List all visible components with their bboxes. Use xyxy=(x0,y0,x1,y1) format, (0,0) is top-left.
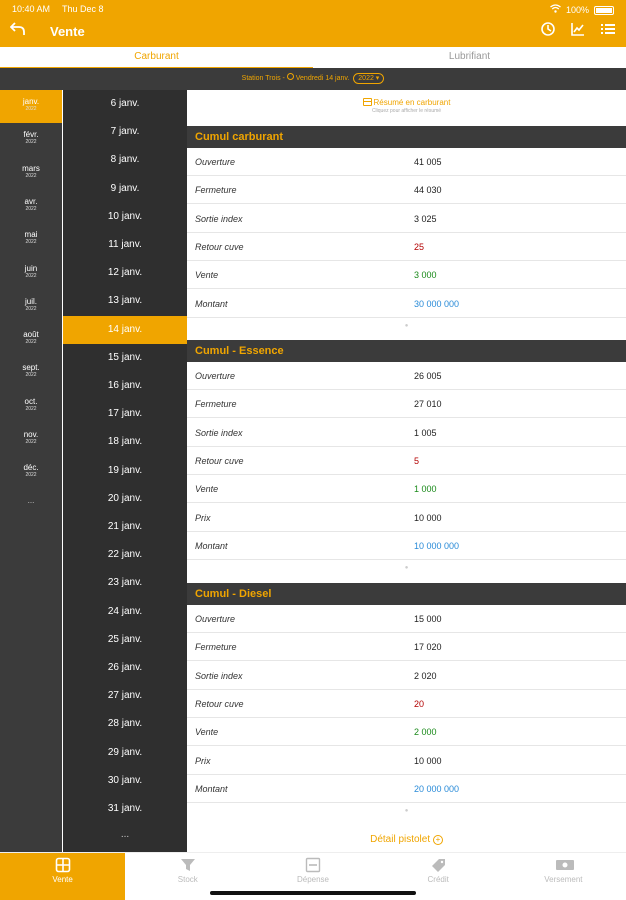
history-icon[interactable] xyxy=(540,21,558,41)
detail-pistolet-button[interactable] xyxy=(187,834,626,845)
data-row xyxy=(187,633,626,661)
month-year: 2022 xyxy=(25,472,37,479)
data-row xyxy=(187,605,626,633)
data-row xyxy=(187,233,626,261)
row-label: Prix xyxy=(195,512,211,523)
data-row xyxy=(187,690,626,718)
nav-bar xyxy=(0,18,626,46)
data-row xyxy=(187,362,626,390)
station-date: Vendredi 14 janv. xyxy=(295,75,350,82)
row-value: 44 030 xyxy=(414,185,442,196)
data-row xyxy=(187,475,626,503)
data-row xyxy=(187,261,626,289)
row-label: Ouverture xyxy=(195,157,236,167)
month-item[interactable] xyxy=(0,456,62,489)
day-item[interactable]: 11 janv. xyxy=(108,239,142,250)
app-header xyxy=(0,0,626,47)
day-item[interactable]: 26 janv. xyxy=(107,662,143,673)
day-item[interactable]: 13 janv. xyxy=(107,295,143,307)
day-item[interactable]: 24 janv. xyxy=(107,605,143,617)
money-icon xyxy=(555,857,571,873)
grid-icon xyxy=(55,857,71,873)
row-label: Retour cuve xyxy=(195,698,244,709)
row-value: 3 025 xyxy=(414,213,437,224)
section-header: Cumul - Essence xyxy=(187,340,626,362)
tab-carburant[interactable]: Carburant xyxy=(0,47,313,68)
row-label: Retour cuve xyxy=(195,241,244,252)
nav-actions xyxy=(540,21,618,41)
month-year: 2022 xyxy=(25,205,37,212)
wifi-icon xyxy=(550,4,561,16)
row-label: Montant xyxy=(195,783,228,794)
month-item[interactable] xyxy=(0,157,62,190)
row-value: 26 005 xyxy=(414,371,442,381)
row-label: Ouverture xyxy=(195,371,236,381)
station-name: Station Trois - xyxy=(241,75,287,82)
day-column xyxy=(63,90,187,852)
bottom-nav-label: Crédit xyxy=(427,875,449,884)
station-bar xyxy=(0,68,626,90)
row-label: Fermeture xyxy=(195,642,237,653)
row-value: 15 000 xyxy=(414,614,442,624)
month-label: mai xyxy=(24,230,38,240)
row-label: Sortie index xyxy=(195,213,243,224)
bottom-nav-label: Dépense xyxy=(296,875,330,884)
row-value: 3 000 xyxy=(414,270,437,281)
day-item[interactable]: 21 janv. xyxy=(107,521,143,532)
status-bar xyxy=(0,0,626,18)
list-icon[interactable] xyxy=(600,21,618,41)
day-item[interactable]: 15 janv. xyxy=(107,351,143,363)
row-label: Montant xyxy=(195,540,228,551)
month-year: 2022 xyxy=(25,372,37,379)
tab-lubrifiant[interactable]: Lubrifiant xyxy=(448,51,491,62)
month-label: nov. xyxy=(23,430,39,439)
funnel-icon xyxy=(180,857,196,873)
data-row xyxy=(187,290,626,318)
chart-icon[interactable] xyxy=(570,21,588,41)
month-year: 2022 xyxy=(25,405,37,412)
year-selector[interactable]: 2022 ▾ xyxy=(353,73,384,84)
day-item[interactable]: 14 janv. xyxy=(63,316,187,344)
month-year: 2022 xyxy=(25,339,37,346)
bottom-nav-label: Stock xyxy=(177,875,198,884)
data-row xyxy=(187,775,626,803)
home-indicator xyxy=(210,891,416,895)
plus-circle-icon: + xyxy=(433,835,443,845)
month-item[interactable] xyxy=(0,90,62,123)
month-item[interactable] xyxy=(0,356,62,389)
status-right xyxy=(550,4,614,16)
month-label: août xyxy=(23,330,39,340)
days-more[interactable]: ... xyxy=(120,829,130,841)
month-item[interactable] xyxy=(0,290,62,323)
month-year: 2022 xyxy=(25,106,37,112)
data-row xyxy=(187,718,626,746)
status-date: Thu Dec 8 xyxy=(62,4,104,14)
month-item[interactable] xyxy=(0,223,62,256)
day-item[interactable]: 28 janv. xyxy=(107,718,143,730)
month-year: 2022 xyxy=(25,305,37,312)
row-value: 10 000 xyxy=(414,512,442,523)
main-content xyxy=(187,90,626,852)
row-label: Vente xyxy=(195,727,219,738)
row-label: Sortie index xyxy=(195,427,243,438)
data-row xyxy=(187,390,626,418)
battery-percent: 100% xyxy=(565,5,589,15)
section-footer-dot: ● xyxy=(404,322,409,329)
bottom-nav-item-versement[interactable] xyxy=(501,853,626,900)
month-year: 2022 xyxy=(25,272,37,279)
summary-hint: Cliquez pour afficher le résumé xyxy=(371,108,442,114)
tag-icon xyxy=(430,857,446,873)
data-row xyxy=(187,419,626,447)
month-label: avr. xyxy=(24,196,38,206)
bottom-nav-label: Vente xyxy=(52,875,73,884)
day-item[interactable]: 31 janv. xyxy=(107,803,143,814)
data-row xyxy=(187,747,626,775)
row-value: 17 020 xyxy=(414,642,442,653)
row-label: Vente xyxy=(195,484,219,495)
month-item[interactable] xyxy=(0,123,62,156)
minus-box-icon xyxy=(305,857,321,873)
page-title: Vente xyxy=(50,24,85,39)
row-value: 30 000 000 xyxy=(414,298,460,309)
calendar-icon xyxy=(363,98,372,106)
row-value: 2 020 xyxy=(414,670,437,681)
day-item[interactable]: 10 janv. xyxy=(107,210,143,222)
data-row xyxy=(187,504,626,532)
day-item[interactable]: 23 janv. xyxy=(107,577,143,589)
month-item[interactable] xyxy=(0,390,62,423)
row-label: Montant xyxy=(195,298,228,309)
section-header: Cumul - Diesel xyxy=(187,583,626,605)
bottom-nav-item-vente[interactable] xyxy=(0,853,125,900)
row-value: 10 000 000 xyxy=(414,540,460,551)
month-item[interactable] xyxy=(0,423,62,456)
row-value: 10 000 xyxy=(414,755,442,766)
data-row xyxy=(187,447,626,475)
day-item[interactable]: 20 janv. xyxy=(107,492,143,504)
row-value: 2 000 xyxy=(414,727,437,738)
year-selector-value: 2022 xyxy=(358,75,374,82)
row-value: 41 005 xyxy=(414,157,442,167)
calendar-small-icon xyxy=(287,75,296,82)
month-year: 2022 xyxy=(25,139,37,146)
month-label: déc. xyxy=(23,463,39,473)
data-row xyxy=(187,532,626,560)
data-row xyxy=(187,176,626,204)
month-label: juil. xyxy=(24,296,37,306)
row-value: 20 000 000 xyxy=(414,783,460,794)
day-item[interactable]: 9 janv. xyxy=(110,182,140,194)
summary-link-label: Résumé en carburant xyxy=(373,98,451,107)
row-label: Retour cuve xyxy=(195,455,244,466)
row-label: Fermeture xyxy=(195,185,237,196)
month-label: sept. xyxy=(22,363,40,373)
bottom-nav-label: Versement xyxy=(544,875,583,884)
month-label: janv. xyxy=(22,97,40,106)
day-item[interactable]: 12 janv. xyxy=(107,267,143,279)
month-label: mars xyxy=(22,163,40,173)
month-year: 2022 xyxy=(25,172,37,179)
day-item[interactable]: 19 janv. xyxy=(107,464,143,476)
month-year: 2022 xyxy=(25,239,37,246)
detail-pistolet-label: Détail pistolet xyxy=(370,834,431,845)
status-time: 10:40 AM xyxy=(12,4,51,14)
day-item[interactable]: 17 janv. xyxy=(107,408,143,420)
battery-icon xyxy=(594,6,614,15)
day-item[interactable]: 18 janv. xyxy=(107,436,143,448)
month-item[interactable] xyxy=(0,190,62,223)
month-column xyxy=(0,90,62,852)
day-item[interactable]: 30 janv. xyxy=(107,774,143,786)
row-label: Ouverture xyxy=(195,614,236,624)
row-value: 1 000 xyxy=(414,484,437,495)
section-header: Cumul carburant xyxy=(187,126,626,148)
row-value: 20 xyxy=(414,698,425,709)
row-label: Fermeture xyxy=(195,399,237,410)
row-value: 5 xyxy=(414,455,420,466)
day-item[interactable]: 6 janv. xyxy=(110,98,140,109)
data-row xyxy=(187,662,626,690)
section-footer-dot: ● xyxy=(404,565,409,572)
row-label: Vente xyxy=(195,270,219,281)
day-item[interactable]: 8 janv. xyxy=(110,154,140,166)
row-label: Sortie index xyxy=(195,670,243,681)
day-item[interactable]: 22 janv. xyxy=(107,549,143,561)
row-value: 27 010 xyxy=(414,399,442,410)
month-item[interactable] xyxy=(0,257,62,290)
day-item[interactable]: 27 janv. xyxy=(107,690,143,702)
month-year: 2022 xyxy=(25,439,37,445)
row-label: Prix xyxy=(195,755,211,766)
tab-bar xyxy=(0,47,626,68)
row-value: 25 xyxy=(414,241,425,252)
data-row xyxy=(187,148,626,176)
day-item[interactable]: 29 janv. xyxy=(107,746,143,758)
data-row xyxy=(187,205,626,233)
month-item[interactable] xyxy=(0,323,62,356)
summary-button[interactable] xyxy=(187,90,626,126)
day-item[interactable]: 25 janv. xyxy=(107,633,143,645)
day-item[interactable]: 16 janv. xyxy=(107,380,143,391)
back-arrow-icon[interactable] xyxy=(10,21,30,41)
summary-link[interactable] xyxy=(187,98,626,107)
month-label: oct. xyxy=(24,396,38,406)
row-value: 1 005 xyxy=(414,427,437,438)
month-label: févr. xyxy=(23,130,39,140)
section-footer-dot: ● xyxy=(404,808,409,815)
month-label: juin xyxy=(24,263,38,273)
day-item[interactable]: 7 janv. xyxy=(110,126,140,138)
months-more[interactable]: ... xyxy=(27,495,35,505)
